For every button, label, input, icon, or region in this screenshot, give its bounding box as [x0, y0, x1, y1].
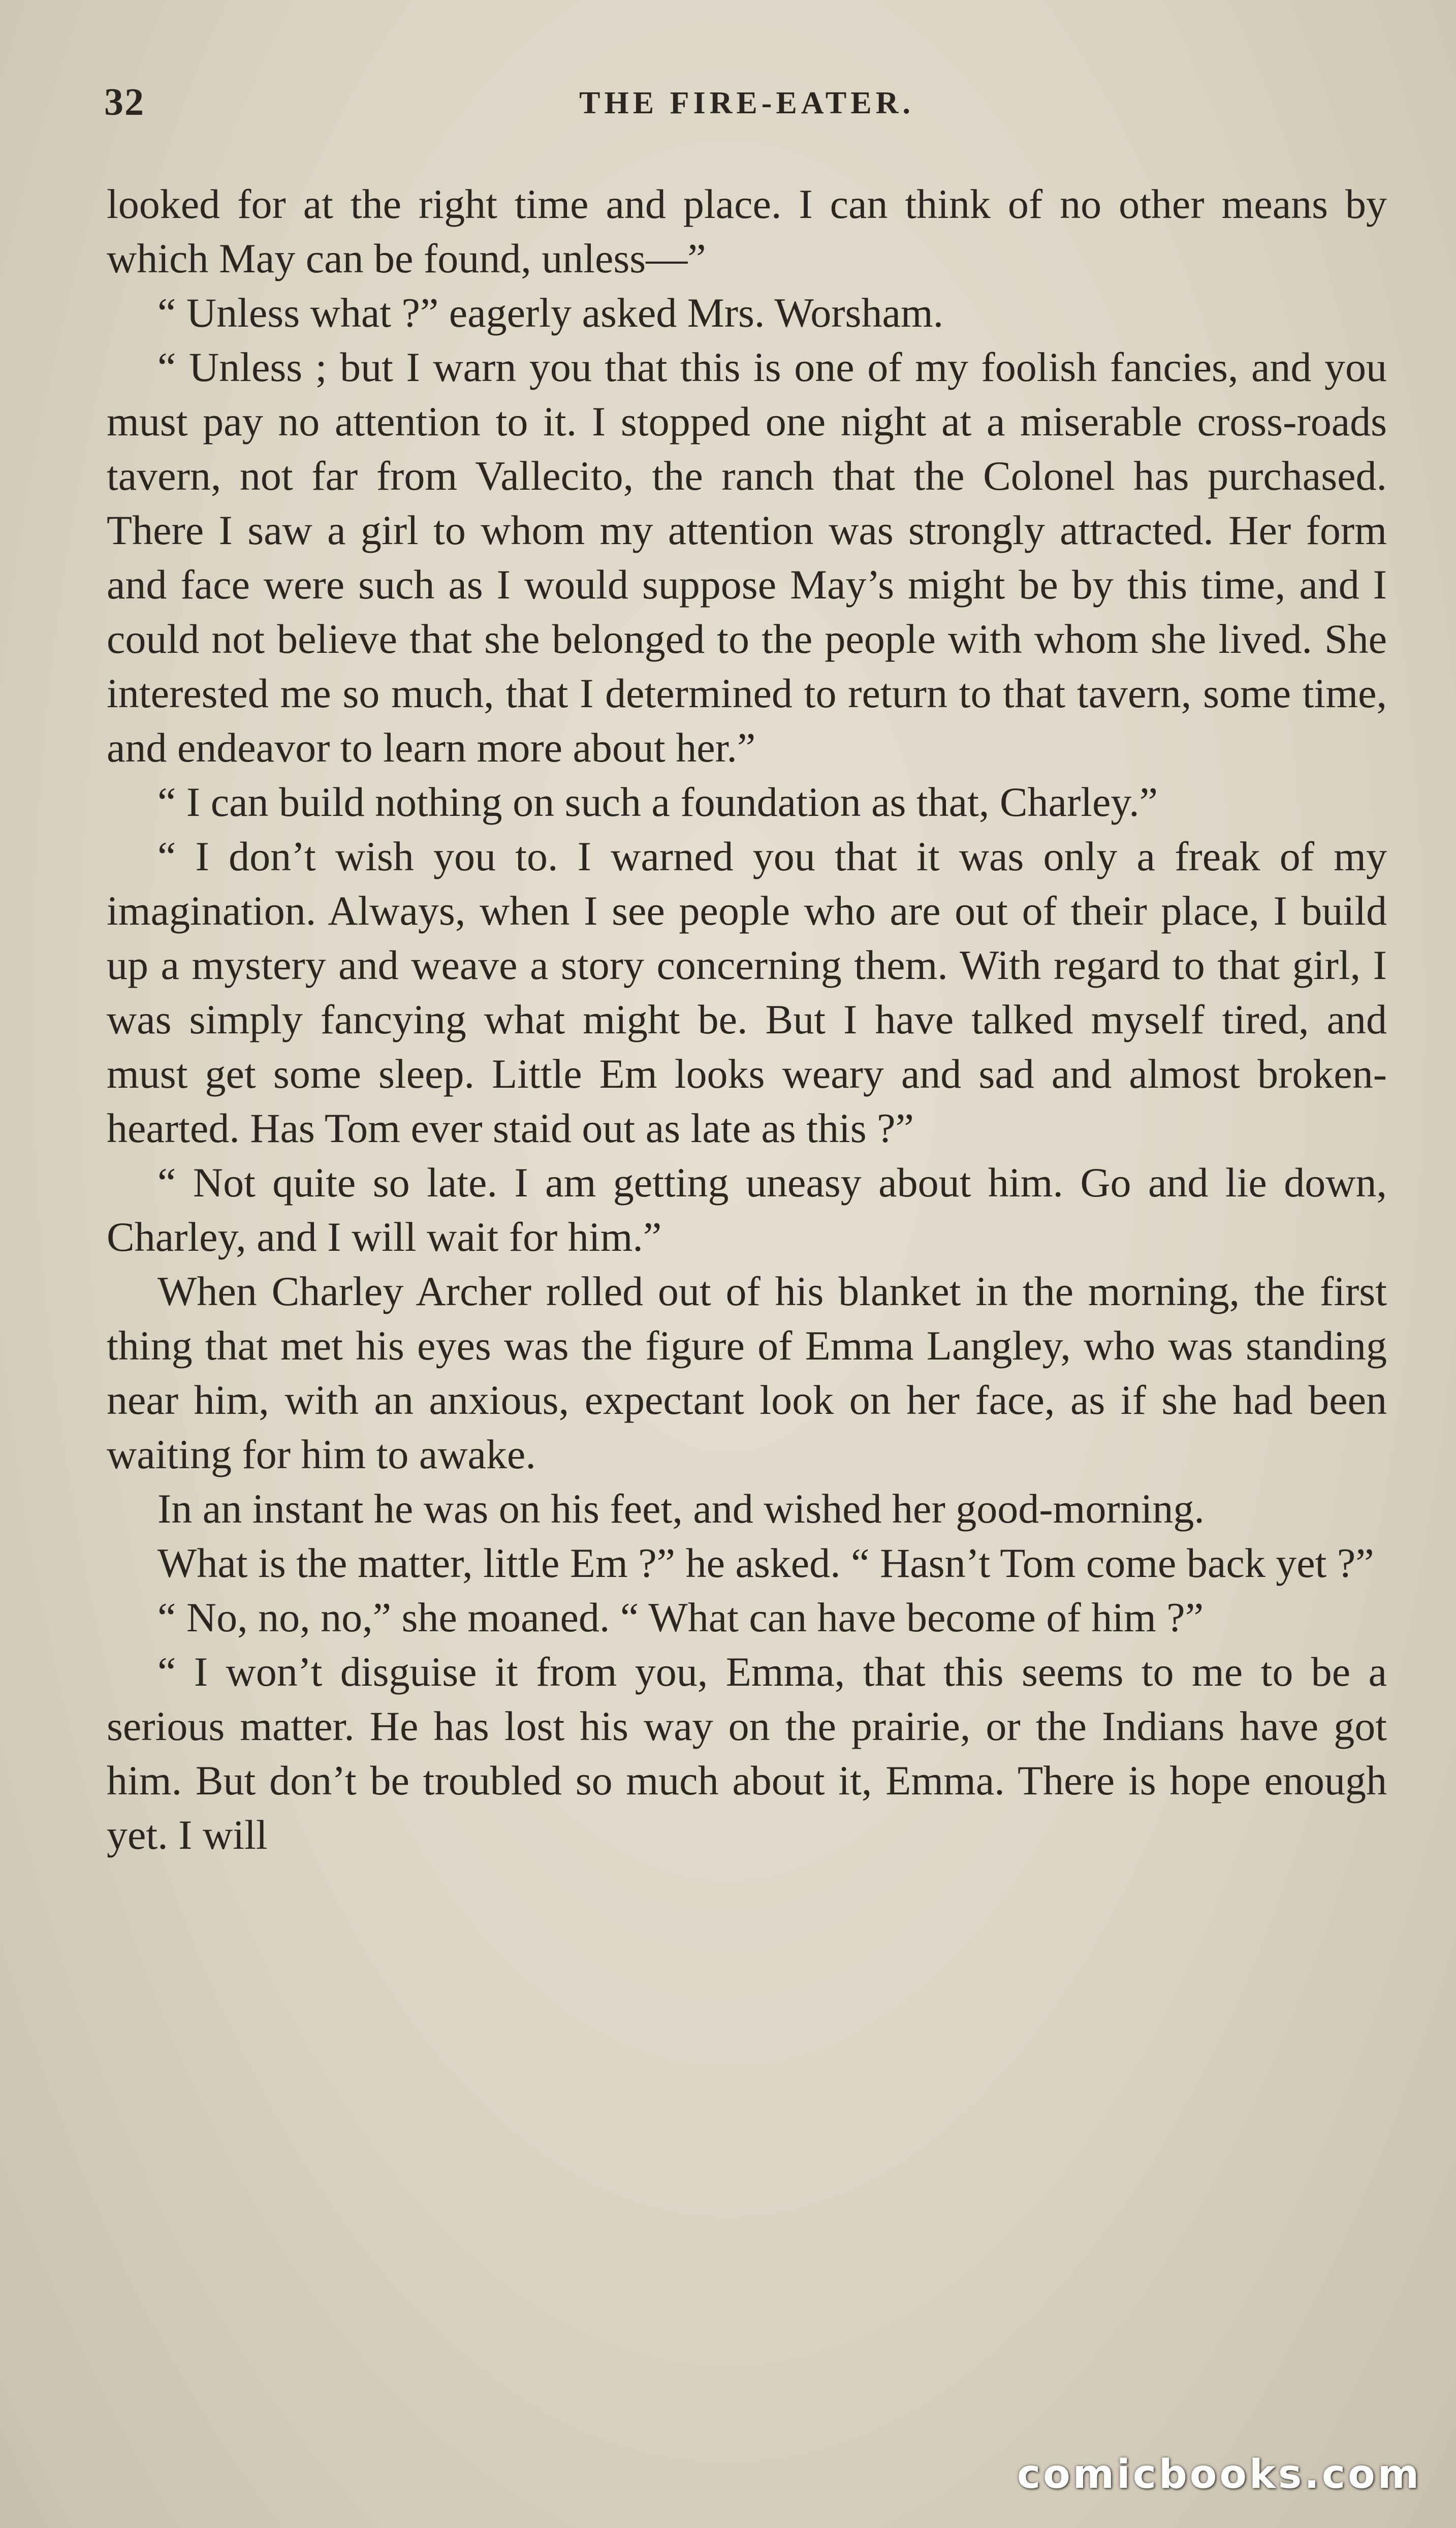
- body-text: [107, 177, 1387, 1862]
- paragraph: What is the matter, little Em ?” he asked. “ Hasn’t Tom come back yet ?”: [157, 1540, 1374, 1586]
- paragraph: “ I can build nothing on such a foundation as that, Charley.”: [157, 779, 1158, 825]
- paragraph: “ I won’t disguise it from you, Emma, that this seems to me to be a serious matter. He has lost his way on the prairie, or the Indians have got him. But don’t be troubled so much about it, Emma. There is hope enough yet. I will: [107, 1649, 1387, 1858]
- watermark: comicbooks.com: [1017, 2452, 1421, 2498]
- paragraph: “ I don’t wish you to. I warned you that it was only a freak of my imagination. Always, when I see people who are out of their place, I build up a mystery and weave a story concerning them. With regard to that girl, I was simply fancying what might be. But I have talked myself tired, and must get some sleep. Little Em looks weary and sad and almost broken-hearted. Has Tom ever staid out as late as this ?”: [107, 833, 1387, 1151]
- paragraph: looked for at the right time and place. I can think of no other means by which May can be found, unless—”: [107, 181, 1387, 281]
- paragraph: When Charley Archer rolled out of his blanket in the morning, the first thing that met his eyes was the figure of Emma Langley, who was standing near him, with an anxious, expectant look on her face, as if she had been waiting for him to awake.: [107, 1268, 1387, 1477]
- paragraph: “ Unless ; but I warn you that this is one of my foolish fancies, and you must pay no attention to it. I stopped one night at a miserable cross-roads tavern, not far from Vallecito, the ranch that the Colonel has purchased. There I saw a girl to whom my attention was strongly attracted. Her form and face were such as I would suppose May’s might be by this time, and I could not believe that she belonged to the people with whom she lived. She interested me so much, that I determined to return to that tavern, some time, and endeavor to learn more about her.”: [107, 344, 1387, 771]
- paragraph: “ Unless what ?” eagerly asked Mrs. Worsham.: [157, 290, 944, 336]
- running-title: THE FIRE-EATER.: [579, 86, 914, 120]
- paragraph: “ No, no, no,” she moaned. “ What can have become of him ?”: [157, 1594, 1204, 1640]
- paragraph: “ Not quite so late. I am getting uneasy about him. Go and lie down, Charley, and I will wait for him.”: [107, 1159, 1387, 1260]
- paragraph: In an instant he was on his feet, and wished her good-morning.: [157, 1486, 1205, 1532]
- running-head: [104, 80, 1389, 136]
- page-number: 32: [104, 81, 145, 123]
